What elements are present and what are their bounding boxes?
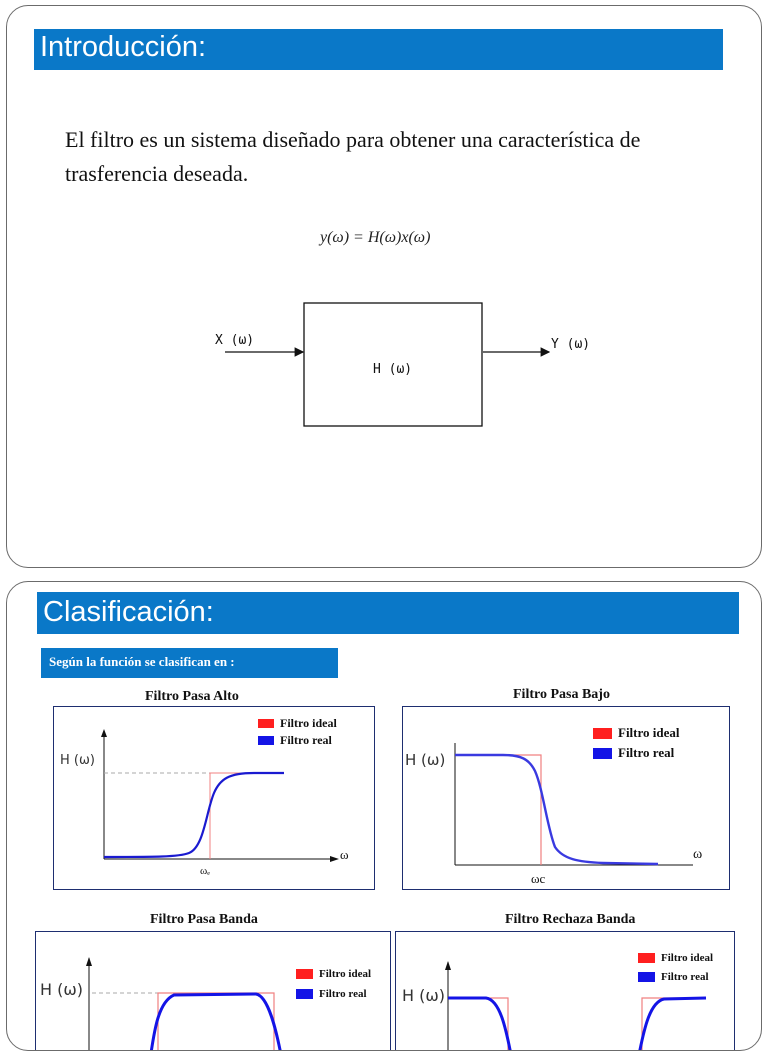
- legend: [296, 964, 371, 1004]
- ideal-curve-right: [642, 998, 706, 1051]
- ideal-curve: [158, 993, 274, 1051]
- legend-real: Filtro real: [618, 745, 675, 760]
- slide-title: Introducción:: [34, 29, 723, 70]
- chart-rechaza-banda: [395, 931, 735, 1051]
- y-axis-label: H (ω): [40, 980, 83, 999]
- block-diagram: [207, 296, 607, 436]
- real-curve: [455, 755, 658, 864]
- legend-ideal: Filtro ideal: [618, 725, 680, 740]
- legend-real: Filtro real: [280, 733, 332, 747]
- legend-real: Filtro real: [319, 988, 367, 1000]
- y-axis-label: H (ω): [402, 986, 445, 1005]
- x-axis-label: ω: [340, 847, 349, 862]
- real-curve-right: [638, 998, 706, 1051]
- ideal-curve: [210, 773, 284, 859]
- ideal-curve: [455, 755, 541, 865]
- input-label: X (ω): [215, 333, 255, 348]
- real-curve: [150, 994, 282, 1051]
- chart-pasa-banda: [35, 931, 391, 1051]
- slide-introduccion: [6, 5, 762, 568]
- legend: [593, 723, 680, 763]
- legend: [258, 715, 337, 749]
- intro-paragraph: El filtro es un sistema diseñado para obtener una característica de trasferencia deseada.: [65, 127, 641, 186]
- slide-clasificacion: [6, 581, 762, 1051]
- legend-ideal: Filtro ideal: [319, 968, 372, 980]
- cutoff-label: ωc: [531, 871, 546, 886]
- system-label: H (ω): [373, 362, 413, 377]
- x-axis-label: ω: [693, 847, 703, 862]
- legend: [638, 948, 713, 986]
- legend-ideal: Filtro ideal: [280, 716, 337, 730]
- panel-title-pasa-banda: Filtro Pasa Banda: [150, 912, 258, 927]
- chart-pasa-alto: [53, 706, 375, 890]
- y-axis-label: H (ω): [60, 753, 95, 768]
- formula: y(ω) = H(ω)x(ω): [320, 229, 431, 246]
- ideal-curve-left: [448, 998, 508, 1051]
- subtitle-box: Según la función se clasifican en :: [41, 648, 338, 678]
- output-label: Y (ω): [551, 337, 591, 352]
- slide-title: Clasificación:: [37, 592, 739, 634]
- legend-ideal: Filtro ideal: [661, 951, 714, 964]
- real-curve-left: [448, 998, 512, 1051]
- panel-title-rechaza-banda: Filtro Rechaza Banda: [505, 912, 636, 927]
- legend-real: Filtro real: [661, 970, 709, 983]
- panel-title-pasa-bajo: Filtro Pasa Bajo: [513, 687, 610, 702]
- y-axis-label: H (ω): [405, 751, 446, 769]
- cutoff-label: ωₑ: [200, 865, 211, 877]
- chart-pasa-bajo: [402, 706, 730, 890]
- real-curve: [104, 773, 284, 857]
- panel-title-pasa-alto: Filtro Pasa Alto: [145, 689, 239, 704]
